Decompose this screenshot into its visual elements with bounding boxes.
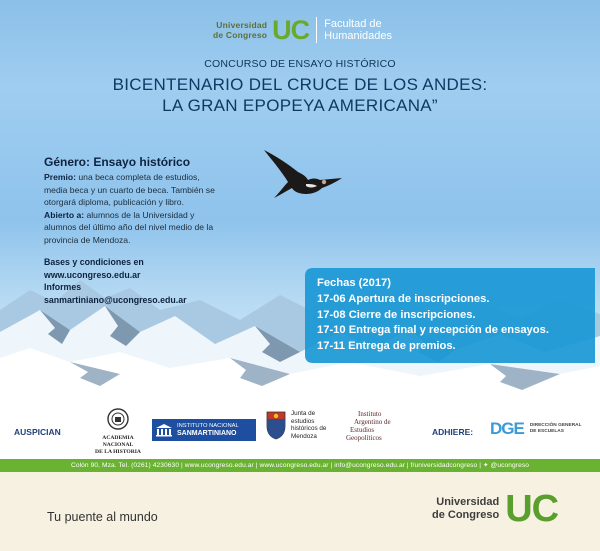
- academia-name: ACADEMIA NACIONAL DE LA HISTORIA: [95, 435, 141, 455]
- tagline: Tu puente al mundo: [47, 510, 158, 524]
- contest-details: [44, 155, 222, 306]
- coat-of-arms-icon: [266, 410, 286, 440]
- date-item: 17-08 Cierre de inscripciones.: [317, 308, 476, 321]
- contest-kicker: CONCURSO DE ENSAYO HISTÓRICO: [204, 58, 396, 70]
- university-name: Universidad de Congreso: [213, 20, 268, 40]
- sponsors-strip: [0, 400, 600, 460]
- open-label: Abierto a:: [44, 209, 85, 220]
- eligibility-paragraph: [44, 209, 222, 247]
- university-faculty-logo: [213, 14, 392, 46]
- iaegp-logo: Instituto Argentino de Estudios Geopolíticos: [346, 410, 391, 442]
- date-item: 17-06 Apertura de inscripciones.: [317, 292, 490, 305]
- informes-label: Informes: [44, 282, 82, 292]
- contact-footer-bar: Colón 90, Mza. Tel. (0261) 4230630 | www.ucongreso.edu.ar | www.ucongreso.edu.ar | info@ucongreso.edu.ar | f/universidadcongreso | ✦ @ucongreso: [0, 459, 600, 472]
- prize-label: Premio:: [44, 172, 76, 182]
- uc-logo-mark: UC: [505, 488, 559, 530]
- faculty-name: Facultad de Humanidades: [324, 18, 393, 42]
- academia-historia-logo: [88, 408, 148, 456]
- instituto-name: INSTITUTO NACIONAL SANMARTINIANO: [177, 423, 239, 437]
- dates-panel: [305, 268, 595, 363]
- logo-divider: [316, 17, 317, 43]
- contest-title-line1: BICENTENARIO DEL CRUCE DE LOS ANDES:: [112, 75, 488, 94]
- dates-heading: Fechas (2017): [317, 277, 392, 289]
- dge-logo: [490, 414, 590, 444]
- contact-email-link[interactable]: sanmartiniano@ucongreso.edu.ar: [44, 294, 187, 305]
- date-item: 17-11 Entrega de premios.: [317, 340, 456, 353]
- genre-heading: Género: Ensayo histórico: [44, 155, 191, 169]
- prize-paragraph: [44, 171, 222, 209]
- junta-name: Junta de estudios históricos de Mendoza: [291, 410, 327, 440]
- uc-logo-mark: UC: [272, 15, 310, 45]
- dates-list: [317, 276, 549, 355]
- academia-seal-icon: [107, 408, 129, 430]
- building-icon: [155, 423, 173, 437]
- instituto-sanmartiniano-logo: [152, 419, 256, 441]
- open-text: alumnos de la Universidad y alumnos del último año del nivel medio de la provincia de Mendoza.: [44, 209, 214, 245]
- dge-name: DIRECCIÓN GENERAL DE ESCUELAS: [529, 422, 582, 434]
- adhiere-label: ADHIERE:: [432, 427, 474, 437]
- dge-mark: DGE: [490, 419, 524, 438]
- bases-label: Bases y condiciones en: [44, 257, 144, 267]
- bases-block: [44, 256, 222, 306]
- bases-website-link[interactable]: www.ucongreso.edu.ar: [44, 269, 141, 280]
- contest-title-line2: LA GRAN EPOPEYA AMERICANA”: [162, 96, 438, 115]
- junta-estudios-logo: [266, 410, 346, 454]
- prize-text: una beca completa de estudios, media beca y un cuarto de beca. También se otorgará diploma, publicación y libro.: [44, 172, 215, 207]
- date-item: 17-10 Entrega final y recepción de ensayos.: [317, 324, 549, 337]
- auspician-label: AUSPICIAN: [14, 427, 61, 437]
- condor-illustration: [262, 148, 346, 200]
- university-name: Universidad de Congreso: [432, 496, 500, 521]
- university-logo: [432, 490, 558, 528]
